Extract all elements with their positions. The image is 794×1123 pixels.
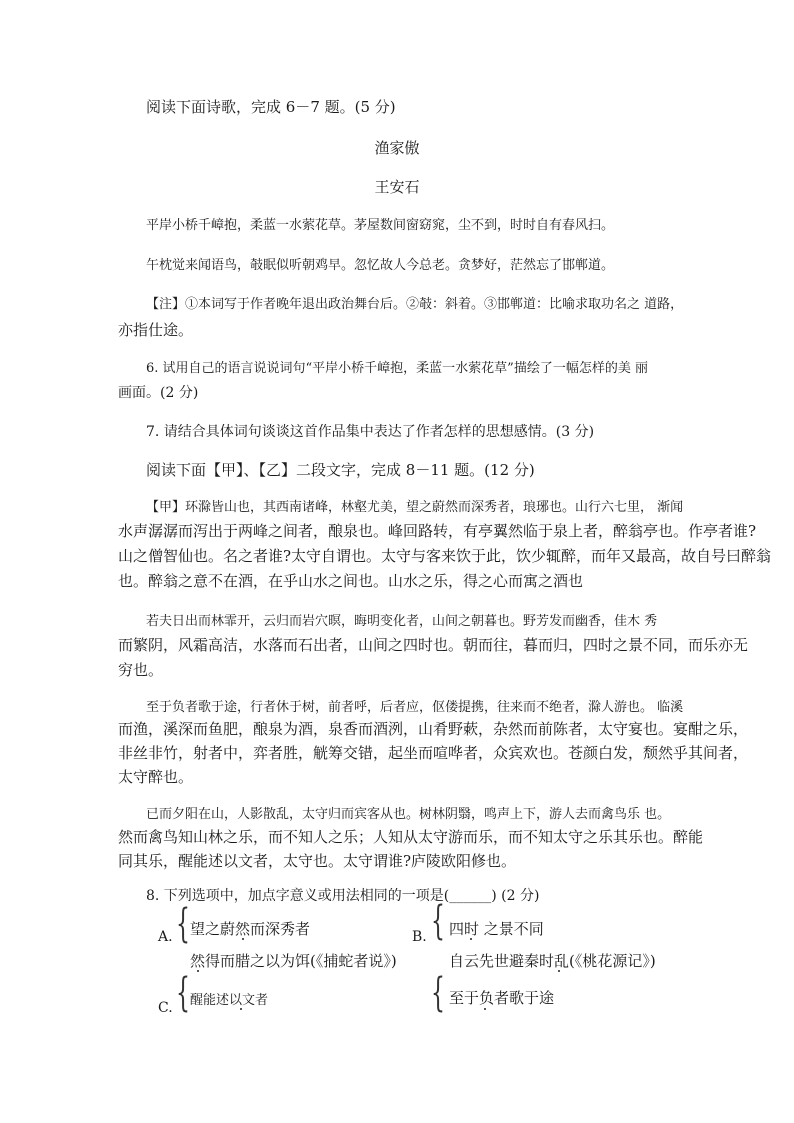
poem-title: 渔家傲 [374,139,420,157]
passage-p1-line-2: 水声潺潺而泻出于两峰之间者，酿泉也。峰回路转，有亭翼然临于泉上者，醉翁亭也。作亭者谁? [118,522,757,540]
option-c-right-brace: { [431,970,445,1016]
reading-intro: 阅读下面诗歌，完成 6－7 题。(5 分) [146,98,396,116]
passage-p2-line-1: 若夫日出而林霏开，云归而岩穴暝，晦明变化者，山间之朝暮也。野芳发而幽香，佳木 秀 [146,614,658,629]
passage-p3-line-1: 至于负者歌于途，行者休于树，前者呼，后者应，伛偻提携，往来而不绝者，滁人游也。 临溪 [146,700,684,715]
question-8-stem: 8. 下列选项中，加点字意义或用法相同的一项是(______) (2 分) [146,888,540,904]
emphasis-dot [484,1008,486,1010]
option-c-brace: { [176,970,190,1016]
passage-p2-line-3: 穷也。 [118,661,164,679]
option-a-brace: { [176,901,190,947]
passage-p3-line-4: 太守醉也。 [118,768,194,786]
passage-p1-line-1: 【甲】环滁皆山也，其西南诸峰，林壑尤美，望之蔚然而深秀者，琅琊也。山行六七里， 渐闻 [146,500,684,515]
passage-p4-line-2: 然而禽鸟知山林之乐，而不知人之乐；人知从太守游而乐，而不知太守之乐其乐也。醉能 [118,828,704,846]
passage-p2-line-2: 而繁阴，风霜高洁，水落而石出者，山间之四时也。朝而往，暮而归，四时之景不同，而乐亦无 [118,636,749,654]
option-a-label: A. [158,929,173,945]
emphasis-dot [197,970,199,972]
question-6-line-2: 画面。(2 分) [118,385,199,401]
option-b-brace: { [431,898,445,944]
emphasis-dot [470,938,472,940]
question-6-line-1: 6. 试用自己的语言说说词句“平岸小桥千嶂抱，柔蓝一水萦花草”描绘了一幅怎样的美 丽 [146,361,648,376]
passage-p4-line-1: 已而夕阳在山，人影散乱，太守归而宾客从也。树林阴翳，鸣声上下，游人去而禽鸟乐 也。 [146,807,671,822]
poem-author: 王安石 [374,178,420,196]
emphasis-dot [240,1008,242,1010]
question-7: 7. 请结合具体词句谈谈这首作品集中表达了作者怎样的思想感情。(3 分) [146,424,595,440]
option-c-label: C. [158,1000,173,1016]
passage-p1-line-3: 山之僧智仙也。名之者谁?太守自谓也。太守与客来饮于此，饮少辄醉，而年又最高，故自号曰醉翁 [118,547,772,565]
passage-p3-line-2: 而渔，溪深而鱼肥，酿泉为酒，泉香而酒洌，山肴野蔌，杂然而前陈者，太守宴也。宴酣之乐， [118,720,749,738]
option-b-label: B. [412,929,427,945]
option-c-right: 至于负者歌于途 [449,989,555,1007]
reading-intro-2: 阅读下面【甲】、【乙】二段文字，完成 8－11 题。(12 分) [146,461,535,479]
poem-line-1: 平岸小桥千嶂抱，柔蓝一水萦花草。茅屋数间窗窈窕，尘不到，时时自有春风扫。 [146,218,615,233]
option-b-bottom: 自云先世避秦时乱(《桃花源记》) [449,952,656,970]
option-a-top: 望之蔚然而深秀者 [190,920,311,938]
option-a-bottom: 然得而腊之以为饵(《捕蛇者说》) [190,952,397,970]
passage-p4-line-3: 同其乐，醒能述以文者，太守也。太守谓谁?庐陵欧阳修也。 [118,852,517,870]
poem-note-line-2: 亦指仕途。 [118,321,194,339]
option-b-top: 四时 之景不同 [449,920,544,938]
poem-note-line-1: 【注】①本词写于作者晚年退出政治舞台后。②攲：斜着。③邯郸道：比喻求取功名之 道路， [146,297,684,312]
emphasis-dot [558,970,560,972]
poem-line-2: 午枕觉来闻语鸟，攲眠似听朝鸡早。忽忆故人今总老。贪梦好，茫然忘了邯郸道。 [146,258,615,273]
emphasis-dot [242,938,244,940]
passage-p1-line-4: 也。醉翁之意不在酒，在乎山水之间也。山水之乐，得之心而寓之酒也 [118,572,584,590]
option-c-left: 醒能述以文者 [190,993,269,1008]
passage-p3-line-3: 非丝非竹，射者中，弈者胜，觥筹交错，起坐而喧哗者，众宾欢也。苍颜白发，颓然乎其间者， [118,744,749,762]
